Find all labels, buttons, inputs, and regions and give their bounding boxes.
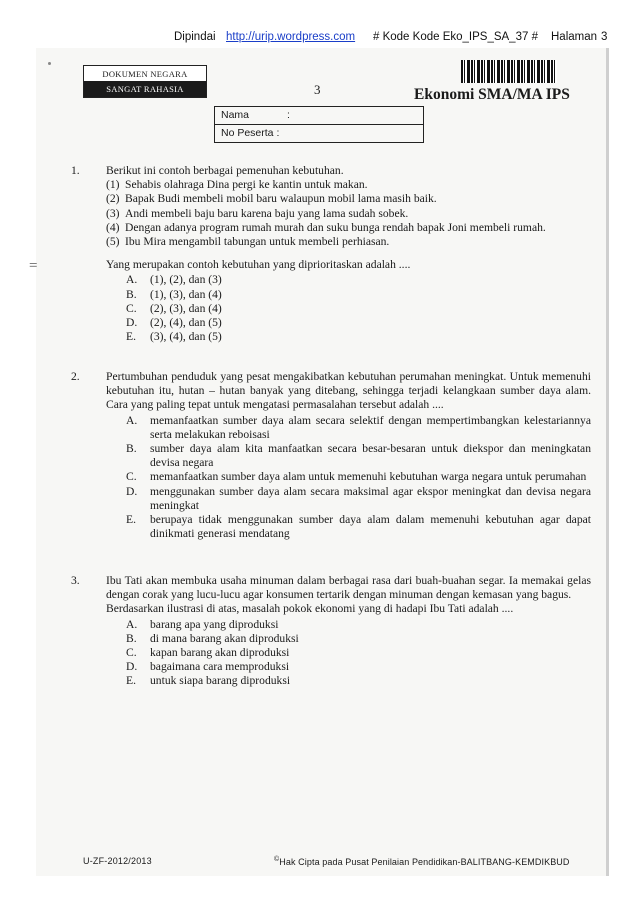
option-letter: E. [126, 513, 136, 527]
option-text: untuk siapa barang diproduksi [150, 674, 291, 688]
answer-option-d[interactable] [126, 485, 591, 513]
option-text: di mana barang akan diproduksi [150, 631, 299, 645]
option-letter: A. [126, 413, 138, 427]
answer-option-a[interactable] [126, 414, 591, 442]
copyright-notice [274, 856, 570, 867]
subject-title: Ekonomi SMA/MA IPS [414, 86, 570, 103]
classification-bottom: SANGAT RAHASIA [84, 81, 206, 97]
question-stem: Yang merupakan contoh kebutuhan yang diprioritaskan adalah .... [106, 258, 411, 272]
option-text: (3), (4), dan (5) [150, 330, 222, 344]
statement-text: Sehabis olahraga Dina pergi ke kantin untuk makan. [125, 178, 368, 192]
option-text: (2), (4), dan (5) [150, 316, 222, 330]
answer-option-a[interactable] [126, 273, 591, 287]
question-stem: Berdasarkan ilustrasi di atas, masalah pokok ekonomi yang di hadapi Ibu Tati adalah .... [106, 602, 514, 616]
answer-options [126, 273, 591, 344]
scan-speck [48, 62, 51, 65]
question-1 [71, 164, 591, 344]
option-text: berupaya tidak menggunakan sumber daya alam dalam memenuhi kebutuhan agar dapat dinikmati generasi mendatang [150, 513, 591, 541]
statement-text: Bapak Budi membeli mobil baru walaupun mobil lama masih baik. [125, 192, 437, 206]
answer-option-e[interactable] [126, 513, 591, 541]
option-letter: A. [126, 273, 138, 287]
name-label: Nama [221, 109, 250, 121]
barcode [461, 60, 557, 83]
option-letter: D. [126, 484, 138, 498]
answer-option-a[interactable] [126, 618, 591, 632]
answer-options [126, 414, 591, 542]
exam-code: U-ZF-2012/2013 [83, 856, 152, 866]
source-link[interactable]: http://urip.wordpress.com [226, 31, 356, 43]
question-3 [71, 574, 591, 689]
option-text: kapan barang akan diproduksi [150, 646, 290, 660]
question-2 [71, 370, 591, 541]
page-edge-shadow [606, 48, 609, 876]
copyright-text: Hak Cipta pada Pusat Penilaian Pendidikan-BALITBANG-KEMDIKBUD [279, 857, 570, 867]
answer-option-e[interactable] [126, 674, 591, 688]
answer-option-e[interactable] [126, 330, 591, 344]
option-text: sumber daya alam kita manfaatkan secara besar-besaran untuk diekspor dan meningkatan devisa negara [150, 442, 591, 470]
option-letter: D. [126, 316, 138, 330]
statement-text: Dengan adanya program rumah murah dan suku bunga rendah bapak Joni membeli rumah. [125, 220, 546, 234]
question-intro: Pertumbuhan penduduk yang pesat mengakibatkan kebutuhan perumahan meningkat. Untuk memenuhi kebutuhan itu, hutan – hutan banyak yang ditebang, sehingga terjadi kelangkaan sumber daya alam. Cara yang paling tepat untuk mengatasi permasalahan tersebut adalah .... [106, 370, 591, 412]
statement-number: (1) [106, 178, 120, 192]
option-letter: A. [126, 617, 138, 631]
name-colon: : [287, 109, 290, 121]
document-code: # Kode Kode Eko_IPS_SA_37 # [373, 31, 538, 43]
question-number: 3. [71, 574, 80, 587]
answer-option-b[interactable] [126, 442, 591, 470]
option-letter: B. [126, 287, 137, 301]
answer-option-c[interactable] [126, 302, 591, 316]
option-letter: D. [126, 660, 138, 674]
margin-mark: = [29, 258, 38, 274]
option-text: barang apa yang diproduksi [150, 617, 279, 631]
document-page-number: 3 [314, 82, 321, 97]
participant-label: No Peserta : [221, 127, 280, 139]
answer-option-b[interactable] [126, 288, 591, 302]
option-letter: B. [126, 442, 137, 456]
identity-box [214, 106, 424, 143]
option-text: bagaimana cara memproduksi [150, 660, 290, 674]
scan-header [0, 31, 638, 47]
statement-number: (2) [106, 192, 120, 206]
statement [106, 192, 591, 206]
option-text: (1), (2), dan (3) [150, 273, 222, 287]
option-text: (1), (3), dan (4) [150, 287, 222, 301]
statement [106, 178, 591, 192]
statement [106, 235, 591, 249]
question-number: 1. [71, 164, 80, 177]
option-letter: E. [126, 330, 136, 344]
scanned-by-label: Dipindai [174, 31, 216, 43]
statement-number: (3) [106, 206, 120, 220]
answer-option-d[interactable] [126, 316, 591, 330]
statement-number: (4) [106, 220, 120, 234]
statement [106, 221, 591, 235]
name-row[interactable] [215, 107, 423, 124]
option-text: (2), (3), dan (4) [150, 301, 222, 315]
option-letter: E. [126, 674, 136, 688]
statement-text: Andi membeli baju baru karena baju yang lama sudah sobek. [125, 206, 409, 220]
copyright-symbol: © [274, 856, 280, 863]
option-letter: C. [126, 646, 137, 660]
option-letter: C. [126, 470, 137, 484]
statement-text: Ibu Mira mengambil tabungan untuk membeli perhiasan. [125, 235, 390, 249]
answer-option-c[interactable] [126, 470, 591, 484]
answer-option-d[interactable] [126, 660, 591, 674]
option-letter: B. [126, 631, 137, 645]
answer-option-b[interactable] [126, 632, 591, 646]
option-text: menggunakan sumber daya alam secara maksimal agar ekspor meningkat dan devisa negara meningkat [150, 484, 591, 512]
page-number: 3 [601, 31, 608, 43]
scanned-page [29, 48, 606, 876]
answer-options [126, 618, 591, 689]
statement-number: (5) [106, 235, 120, 249]
option-text: memanfaatkan sumber daya alam secara selektif dengan mempertimbangkan kelestariannya serta melakukan reboisasi [150, 413, 591, 441]
question-intro: Ibu Tati akan membuka usaha minuman dalam berbagai rasa dari buah-buahan segar. Ia memakai gelas dengan corak yang lucu-lucu agar konsumen tertarik dengan minuman dengan kemasan yang bagus. [106, 574, 591, 602]
option-letter: C. [126, 301, 137, 315]
participant-row[interactable] [215, 124, 423, 142]
classification-top: DOKUMEN NEGARA [84, 66, 206, 81]
question-intro: Berikut ini contoh berbagai pemenuhan kebutuhan. [106, 164, 344, 177]
question-number: 2. [71, 370, 80, 383]
statement [106, 207, 591, 221]
classification-stamp [83, 65, 207, 98]
option-text: memanfaatkan sumber daya alam untuk memenuhi kebutuhan warga negara untuk perumahan [150, 470, 587, 484]
answer-option-c[interactable] [126, 646, 591, 660]
page-label: Halaman [551, 31, 598, 43]
